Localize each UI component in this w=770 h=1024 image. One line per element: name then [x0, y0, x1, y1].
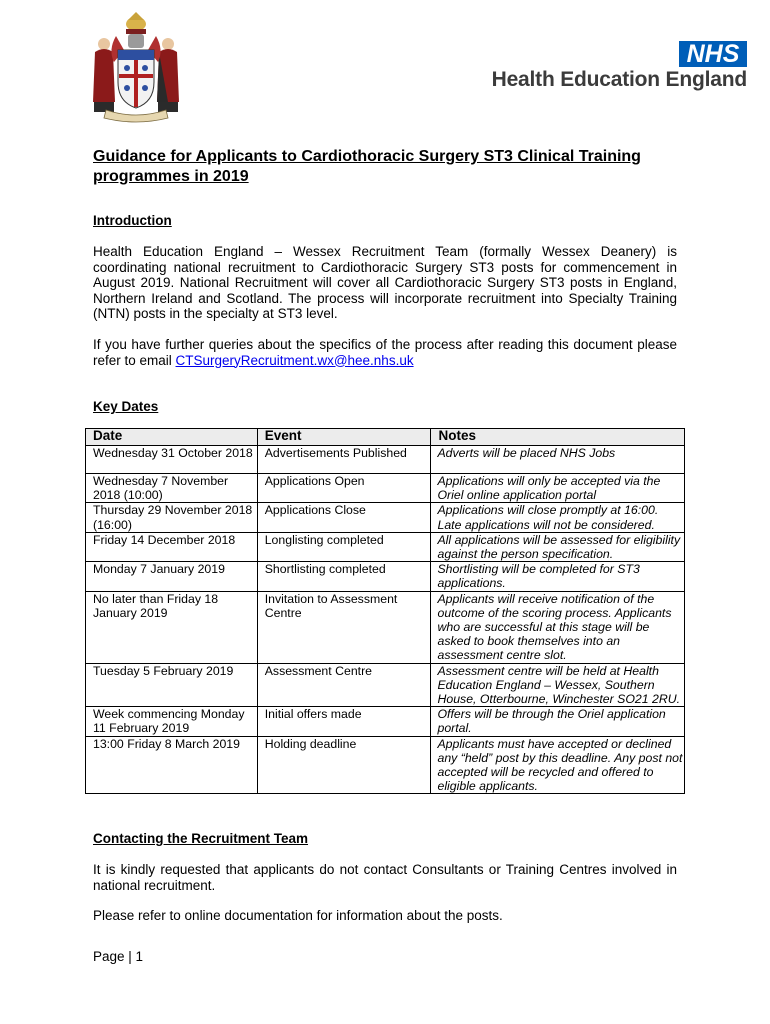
- event-cell: Applications Open: [257, 474, 431, 503]
- notes-cell: Offers will be through the Oriel application portal.: [431, 707, 685, 736]
- contact-paragraph: It is kindly requested that applicants do not contact Consultants or Training Centres involved in national recruitment.: [93, 862, 677, 893]
- recruitment-email-link[interactable]: CTSurgeryRecruitment.wx@hee.nhs.uk: [175, 352, 414, 368]
- column-header-date: Date: [86, 429, 258, 446]
- notes-cell: Applicants will receive notification of the outcome of the scoring process. Applicants who are successful at this stage will be asked to book themselves into an assessment centre slot.: [431, 591, 685, 663]
- date-cell: Week commencing Monday 11 February 2019: [86, 707, 258, 736]
- introduction-paragraph: Health Education England – Wessex Recruitment Team (formally Wessex Deanery) is coordinating national recruitment to Cardiothoracic Surgery ST3 posts for commencement in August 2019. National Recruitment will cover all Cardiothoracic Surgery ST3 posts in England, Northern Ireland and Scotland. The process will incorporate recruitment into Specialty Training (NTN) posts in the specialty at ST3 level.: [93, 244, 677, 321]
- date-cell: Tuesday 5 February 2019: [86, 663, 258, 707]
- event-cell: Applications Close: [257, 503, 431, 532]
- table-row: [86, 446, 685, 474]
- table-row: [86, 474, 685, 503]
- page-number: Page | 1: [93, 949, 144, 964]
- nhs-logo: NHS: [679, 41, 747, 67]
- table-row: [86, 503, 685, 532]
- date-cell: Monday 7 January 2019: [86, 562, 258, 591]
- column-header-notes: Notes: [431, 429, 685, 446]
- event-cell: Assessment Centre: [257, 663, 431, 707]
- notes-cell: Applications will only be accepted via the Oriel online application portal: [431, 474, 685, 503]
- notes-cell: Shortlisting will be completed for ST3 applications.: [431, 562, 685, 591]
- date-cell: Thursday 29 November 2018 (16:00): [86, 503, 258, 532]
- table-row: [86, 591, 685, 663]
- notes-cell: Applicants must have accepted or declined any “held” post by this deadline. Any post not accepted will be recycled and offered to eligible applicants.: [431, 736, 685, 794]
- event-cell: Longlisting completed: [257, 532, 431, 561]
- notes-cell: Applications will close promptly at 16:00. Late applications will not be considered.: [431, 503, 685, 532]
- queries-text: If you have further queries about the specifics of the process after reading this document please refer to email: [93, 337, 677, 368]
- introduction-heading: Introduction: [93, 213, 172, 228]
- document-title: Guidance for Applicants to Cardiothoracic Surgery ST3 Clinical Training programmes in 2019: [93, 148, 641, 185]
- event-cell: Holding deadline: [257, 736, 431, 794]
- coat-of-arms-icon: [88, 10, 184, 124]
- event-cell: Initial offers made: [257, 707, 431, 736]
- event-cell: Invitation to Assessment Centre: [257, 591, 431, 663]
- event-cell: Shortlisting completed: [257, 562, 431, 591]
- table-row: [86, 736, 685, 794]
- date-cell: 13:00 Friday 8 March 2019: [86, 736, 258, 794]
- table-header-row: [86, 429, 685, 446]
- notes-cell: Assessment centre will be held at Health Education England – Wessex, Southern House, Otterbourne, Winchester SO21 2RU.: [431, 663, 685, 707]
- date-cell: No later than Friday 18 January 2019: [86, 591, 258, 663]
- table-row: [86, 562, 685, 591]
- table-row: [86, 663, 685, 707]
- date-cell: Friday 14 December 2018: [86, 532, 258, 561]
- date-cell: Wednesday 31 October 2018: [86, 446, 258, 474]
- table-row: [86, 707, 685, 736]
- contact-heading: Contacting the Recruitment Team: [93, 831, 309, 846]
- key-dates-table: [85, 428, 685, 794]
- column-header-event: Event: [257, 429, 431, 446]
- queries-paragraph: [93, 337, 677, 368]
- documentation-paragraph: Please refer to online documentation for information about the posts.: [93, 908, 503, 923]
- table-row: [86, 532, 685, 561]
- date-cell: Wednesday 7 November 2018 (10:00): [86, 474, 258, 503]
- notes-cell: All applications will be assessed for eligibility against the person specification.: [431, 532, 685, 561]
- notes-cell: Adverts will be placed NHS Jobs: [431, 446, 685, 474]
- organisation-name: Health Education England: [491, 68, 747, 91]
- key-dates-heading: Key Dates: [93, 399, 159, 414]
- event-cell: Advertisements Published: [257, 446, 431, 474]
